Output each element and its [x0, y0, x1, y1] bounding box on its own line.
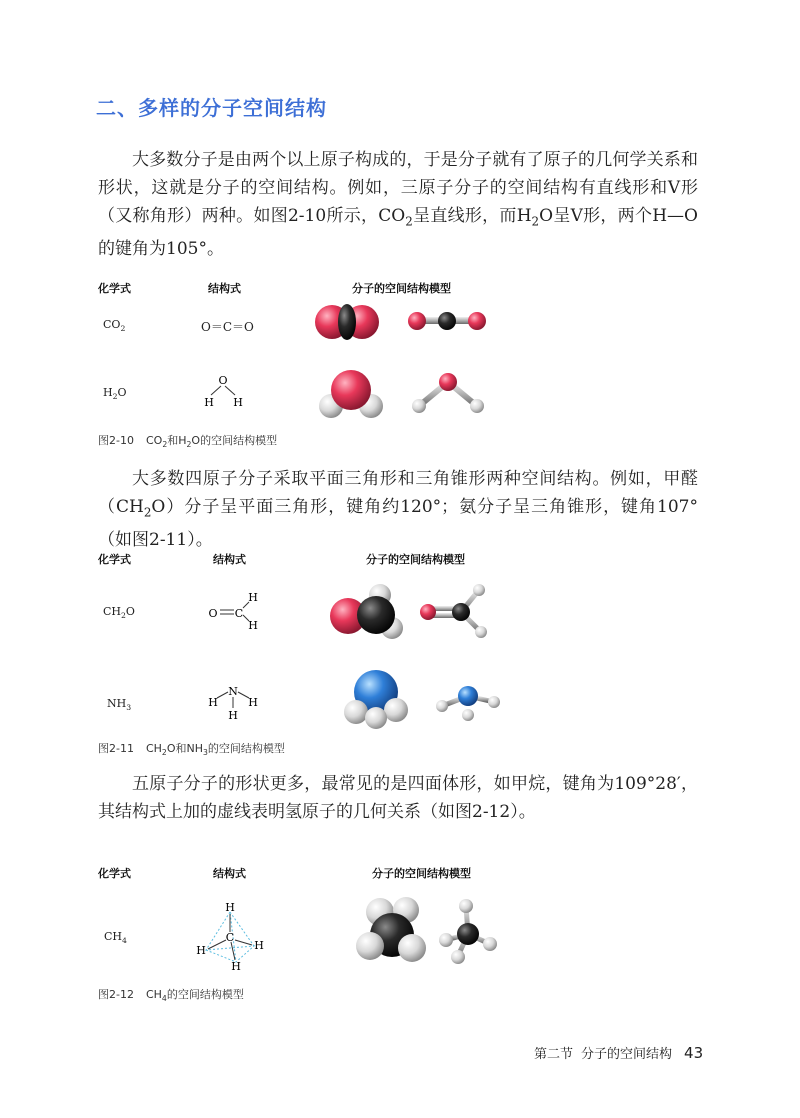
- fig2-nh3-formula: [107, 697, 131, 712]
- h2o-bs-hydrogen-left: [412, 399, 426, 413]
- fig2-caption-sub-2: 3: [203, 748, 208, 758]
- paragraph-1-text-c: O呈V形，两个H—O的键角为105°。: [98, 206, 698, 260]
- nh3-bs-nitrogen: [458, 686, 478, 706]
- co2-space-filling-model: [312, 298, 382, 346]
- fig2-caption-e: 的空间结构模型: [207, 742, 285, 755]
- ch4-bs-hydrogen-top: [459, 899, 473, 913]
- fig1-caption-number: 图2-10: [98, 434, 134, 447]
- paragraph-1-text-b: 呈直线形，而H: [412, 206, 532, 226]
- fig1-caption-a: CO: [145, 434, 163, 447]
- fig1-h2o-formula-sub: 2: [112, 392, 118, 402]
- paragraph-2-text-b: O）分子呈平面三角形，键角约120°；氨分子呈三角锥形，键角107°（如图2-11）。: [98, 497, 698, 551]
- ch2o-struct-c: C: [234, 607, 244, 620]
- fig1-co2-formula-sub: 2: [120, 324, 126, 334]
- fig2-caption-c: O和NH: [166, 742, 203, 755]
- h2o-bond-left: [211, 386, 221, 395]
- fig2-ch2o-formula: [103, 605, 135, 620]
- fig3-ch4-formula-sub: 4: [122, 936, 127, 946]
- h2o-struct-o: O: [218, 374, 228, 387]
- ch4-space-filling-model: [352, 890, 432, 970]
- ch4-bs-carbon: [457, 923, 479, 945]
- co2-ball-stick-model: [404, 305, 490, 339]
- fig2-caption-number: 图2-11: [98, 742, 134, 755]
- h2o-bond-right: [225, 386, 235, 395]
- fig2-nh3-formula-sub: 3: [126, 703, 132, 713]
- ch2o-bs-hydrogen-top: [473, 584, 485, 596]
- nh3-struct-h2: H: [248, 696, 258, 709]
- ch4-bs-hydrogen-left: [439, 933, 453, 947]
- nh3-sf-hydrogen-right: [384, 698, 408, 722]
- fig2-nh3-struct: [205, 682, 261, 722]
- fig1-h2o-struct: [198, 373, 248, 409]
- ch2o-ball-stick-model: [415, 580, 497, 642]
- fig1-caption-c: 和H: [167, 434, 187, 447]
- paragraph-1-text-a: 大多数分子是由两个以上原子构成的，于是分子就有了原子的几何学关系和形状，这就是分子的空间结构。例如，三原子分子的空间结构有直线形和V形（又称角形）两种。如图2-10所示，CO: [98, 150, 698, 226]
- fig2-caption-a: CH: [145, 742, 162, 755]
- ch4-sf-hydrogen-bottom-left: [356, 932, 384, 960]
- fig2-col-struct: 结构式: [213, 553, 246, 566]
- ch4-bond-right: [235, 940, 252, 945]
- ch4-struct-h-top: H: [225, 901, 235, 914]
- fig3-ch4-struct: [192, 900, 272, 972]
- ch2o-sf-carbon: [357, 596, 395, 634]
- co2-bs-oxygen-right: [468, 312, 486, 330]
- fig1-caption: [98, 432, 277, 449]
- ch4-bs-hydrogen-bottom: [451, 950, 465, 964]
- h2o-bs-oxygen: [439, 373, 457, 391]
- h2o-struct-h2: H: [233, 396, 243, 409]
- ch2o-struct-h1: H: [248, 591, 258, 604]
- fig2-ch2o-struct: [205, 590, 261, 636]
- fig2-ch2o-formula-ch: CH: [103, 605, 122, 618]
- ch4-bs-hydrogen-right: [483, 937, 497, 951]
- section-heading: 二、多样的分子空间结构: [96, 96, 327, 120]
- fig2-nh3-formula-nh: NH: [107, 697, 127, 710]
- ch2o-bs-oxygen: [420, 604, 436, 620]
- paragraph-2: [98, 465, 698, 554]
- ch4-bond-left: [208, 940, 226, 949]
- h2o-ball-stick-model: [405, 370, 491, 416]
- nh3-sf-hydrogen-bottom: [365, 707, 387, 729]
- footer-title: 分子的空间结构: [581, 1047, 673, 1062]
- fig3-caption: [98, 986, 244, 1003]
- fig3-ch4-formula-ch: CH: [104, 930, 123, 943]
- fig3-caption-number: 图2-12: [98, 988, 134, 1001]
- nh3-struct-h1: H: [208, 696, 218, 709]
- ch2o-space-filling-model: [328, 578, 408, 648]
- fig2-ch2o-formula-sub: 2: [121, 611, 126, 621]
- h2o-bs-hydrogen-right: [470, 399, 484, 413]
- fig1-caption-sub-2: 2: [186, 440, 192, 450]
- fig1-col-formula: 化学式: [98, 282, 131, 295]
- nh3-struct-n: N: [228, 685, 238, 698]
- fig1-co2-struct: O＝C＝O: [201, 320, 254, 334]
- nh3-struct-h3: H: [228, 709, 238, 722]
- paragraph-2-text-a: 大多数四原子分子采取平面三角形和三角锥形两种空间结构。例如，甲醛（CH: [98, 469, 698, 517]
- h2o-space-filling-model: [316, 366, 386, 422]
- ch2o-struct-o: O: [208, 607, 218, 620]
- paragraph-1-sub-1: 2: [405, 214, 413, 229]
- nh3-bond-left: [217, 692, 228, 698]
- nh3-bs-hydrogen-left: [436, 700, 448, 712]
- ch4-struct-h-left: H: [196, 944, 206, 957]
- fig2-caption: [98, 740, 285, 757]
- ch4-sf-hydrogen-bottom-right: [398, 934, 426, 962]
- nh3-space-filling-model: [340, 666, 412, 730]
- fig1-h2o-formula-o: O: [117, 386, 127, 399]
- nh3-bs-hydrogen-bottom: [462, 709, 474, 721]
- fig1-h2o-formula: [103, 386, 127, 401]
- fig1-h2o-formula-h: H: [103, 386, 113, 399]
- fig3-col-struct: 结构式: [213, 867, 246, 880]
- fig3-caption-sub: 4: [161, 994, 167, 1004]
- fig1-col-model: 分子的空间结构模型: [352, 282, 451, 295]
- fig3-caption-a: CH: [145, 988, 162, 1001]
- ch2o-bs-carbon: [452, 603, 470, 621]
- co2-bs-oxygen-left: [408, 312, 426, 330]
- fig2-ch2o-formula-o: O: [125, 605, 135, 618]
- fig3-col-formula: 化学式: [98, 867, 131, 880]
- fig1-co2-formula: [103, 318, 125, 333]
- paragraph-1-sub-2: 2: [531, 214, 540, 229]
- footer-section: 第二节: [534, 1047, 574, 1062]
- fig1-caption-sub-1: 2: [162, 440, 168, 450]
- nh3-sf-hydrogen-left: [344, 700, 368, 724]
- paragraph-2-sub: 2: [143, 505, 152, 520]
- h2o-sf-oxygen: [331, 370, 371, 410]
- fig3-ch4-formula: [104, 930, 127, 945]
- nh3-bs-hydrogen-right: [488, 696, 500, 708]
- h2o-struct-h1: H: [204, 396, 214, 409]
- ch2o-bs-hydrogen-bottom: [475, 626, 487, 638]
- paragraph-3: 五原子分子的形状更多，最常见的是四面体形，如甲烷，键角为109°28′，其结构式上加的虚线表明氢原子的几何关系（如图2-12）。: [98, 774, 698, 822]
- fig1-caption-e: O的空间结构模型: [191, 434, 278, 447]
- fig3-caption-c: 的空间结构模型: [166, 988, 244, 1001]
- ch4-ball-stick-model: [436, 896, 502, 968]
- co2-bs-carbon: [438, 312, 456, 330]
- fig2-col-model: 分子的空间结构模型: [366, 553, 465, 566]
- paragraph-1: [98, 146, 698, 263]
- ch4-struct-c: C: [225, 931, 235, 944]
- ch4-struct-h-bottom: H: [231, 960, 241, 972]
- ch4-struct-h-right: H: [254, 939, 264, 952]
- ch2o-struct-h2: H: [248, 619, 258, 632]
- nh3-ball-stick-model: [432, 676, 506, 724]
- co2-sf-carbon: [338, 304, 356, 340]
- fig1-co2-formula-main: CO: [103, 318, 121, 331]
- fig3-col-model: 分子的空间结构模型: [372, 867, 471, 880]
- fig2-caption-sub-1: 2: [161, 748, 167, 758]
- page-footer: [534, 1043, 754, 1062]
- fig1-col-struct: 结构式: [208, 282, 241, 295]
- fig2-col-formula: 化学式: [98, 553, 131, 566]
- page-number: 43: [684, 1044, 704, 1062]
